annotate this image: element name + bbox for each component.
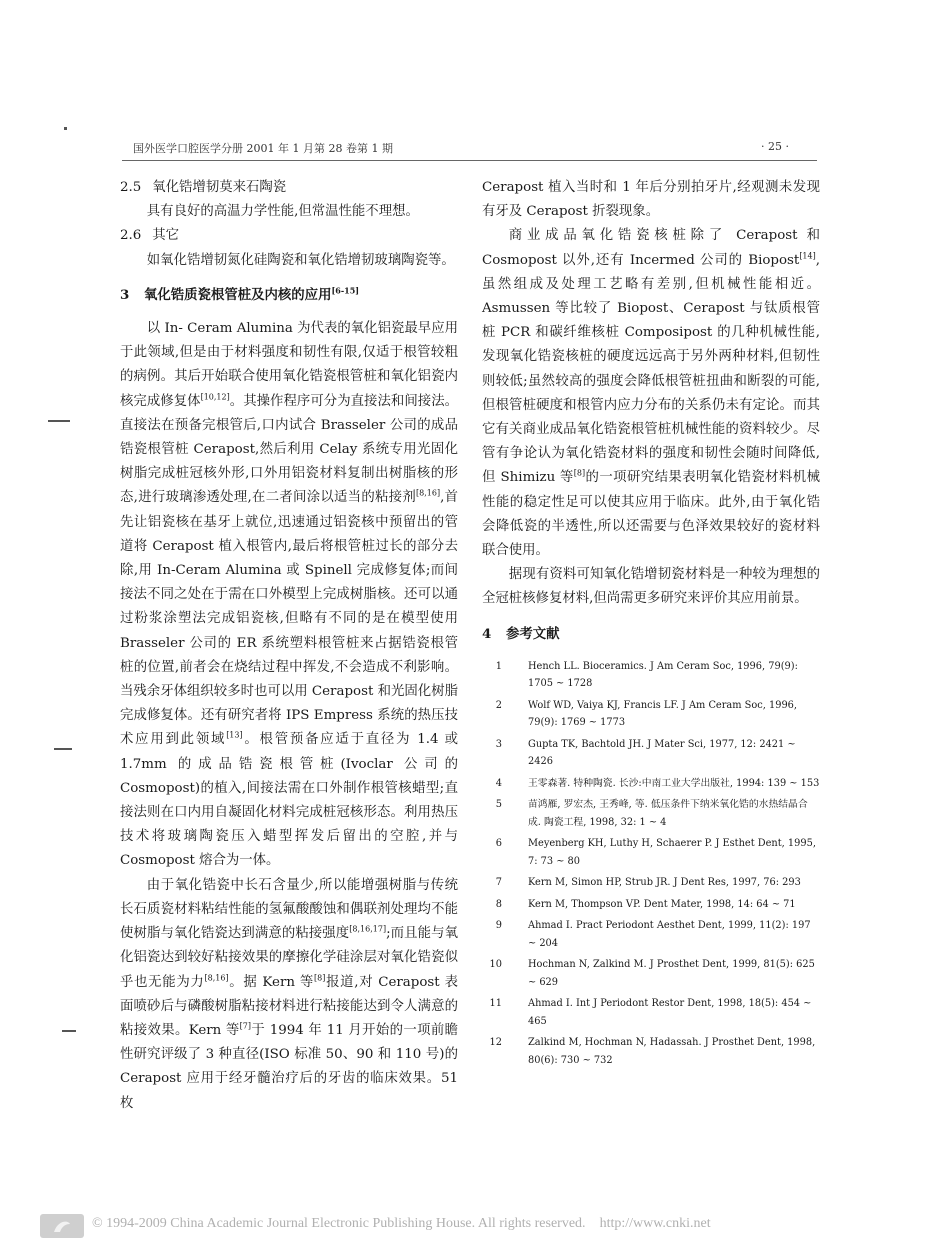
citation: [10,12] [200,392,230,402]
reference-item: 7 Kern M, Simon HP, Strub JR. J Dent Res, 1997, 76: 293 [495,877,801,889]
reference-item: 3 Gupta TK, Bachtold JH. J Mater Sci, 1977, 12: 2421 ~ 2426 [495,738,796,768]
citation: [13] [226,731,243,740]
paragraph: Cerapost 植入当时和 1 年后分别拍牙片,经观测未发现有牙及 Cerapost 折裂现象。 [482,180,820,220]
citation: [8,16] [416,488,441,498]
citation: [14] [799,251,816,261]
footer [40,1212,920,1242]
left-column [120,176,458,1116]
page-number: · 25 · [761,140,789,153]
scan-mark [64,127,67,130]
paragraph: 由于氧化锆瓷中长石含量少,所以能增强树脂与传统长石质瓷材料粘结性能的氢氟酸酸蚀和偶联剂处理均不能使树脂与氧化锆瓷达到满意的粘接强度[8,16,17];而且能与氧化铝瓷达到较好粘接效果的摩擦化学硅涂层对氧化锆瓷似乎也无能为力[8,16]。据 Kern 等[8]报道,对 Cerapost 表面喷砂后与磷酸树脂粘接材料进行粘接能达到令人满意的粘接效果。Kern 等[7]于 1994 年 11 月开始的一项前瞻性研究评级了 3 种直径(ISO 标准 50、90 和 110 号)的 Cerapost 应用于经牙髓治疗后的牙齿的临床效果。51 枚 [120,877,459,1111]
citation: [8,16] [204,973,229,983]
reference-item: 2 Wolf WD, Vaiya KJ, Francis LF. J Am Ceram Soc, 1996, 79(9): 1769 ~ 1773 [495,699,798,729]
publisher-logo-icon [40,1214,84,1238]
footer-text [92,1216,711,1232]
reference-item: 9 Ahmad I. Pract Periodont Aesthet Dent, 1999, 11(2): 197 ~ 204 [495,920,811,949]
citation: [8] [573,468,586,478]
reference-item: 1 Hench LL. Bioceramics. J Am Ceram Soc, 1996, 79(9): 1705 ~ 1728 [495,660,798,690]
reference-list [482,658,820,1070]
paragraph: 如氧化锆增韧氮化硅陶瓷和氧化锆增韧玻璃陶瓷等。 [146,252,455,268]
paragraph: 据现有资料可知氧化锆增韧瓷材料是一种较为理想的全冠桩核修复材料,但尚需更多研究来评价其应用前景。 [482,567,820,607]
scan-mark [62,1030,76,1032]
scan-mark [48,420,70,422]
citation: [8,16,17] [349,924,387,934]
journal-name: 国外医学口腔医学分册 2001 年 1 月第 28 卷第 1 期 [133,142,393,155]
citation: [7] [239,1021,252,1031]
paragraph: 商业成品氧化锆瓷核桩除了 Cerapost 和 Cosmopost 以外,还有 Incermed 公司的 Biopost[14],虽然组成及处理工艺略有差别,但机械性能相近。Asmussen 等比较了 Biopost、Cerapost 与钛质根管桩 PCR 和碳纤维核桩 Composipost 的几种机械性能,发现氧化锆瓷核桩的硬度远远高于另外两种材料,但韧性则较低;虽然较高的强度会降低根管桩扭曲和断裂的可能,但根管桩硬度和根管内应力分布的关系仍未有定论。而其它有关商业成品氧化锆瓷根管桩机械性能的资料较少。尽管有争论认为氧化锆瓷材料的强度和韧性会随时间降低,但 Shimizu 等[8]的一项研究结果表明氧化锆瓷材料机械性能的稳定性足可以使其应用于临床。此外,由于氧化锆会降低瓷的半透性,所以还需要与色泽效果较好的瓷材料联合使用。 [482,228,820,559]
reference-item: 5 苗鸿雁, 罗宏杰, 王秀峰, 等. 低压条件下纳米氧化锆的水热结晶合成. 陶瓷工程, 1998, 32: 1 ~ 4 [495,799,808,828]
reference-item: 10 Hochman N, Zalkind M. J Prosthet Dent, 1999, 81(5): 625 ~ 629 [489,959,815,988]
reference-item: 12 Zalkind M, Hochman N, Hadassah. J Prosthet Dent, 1998, 80(6): 730 ~ 732 [489,1037,816,1066]
footer-url[interactable]: http://www.cnki.net [599,1216,711,1231]
reference-item: 8 Kern M, Thompson VP. Dent Mater, 1998, 14: 64 ~ 71 [495,898,796,910]
section-heading-4: 4 参考文献 [482,625,560,642]
subsection-heading-2-5: 2.5 氧化锆增韧莫来石陶瓷 [120,180,287,195]
paragraph: 具有良好的高温力学性能,但常温性能不理想。 [146,204,419,220]
citation: [8] [314,973,326,983]
header-rule [122,160,817,161]
reference-item: 11 Ahmad I. Int J Periodont Restor Dent, 1998, 18(5): 454 ~ 465 [489,998,812,1027]
citation: [6-15] [331,285,360,296]
subsection-heading-2-6: 2.6 其它 [120,228,180,244]
copyright-text: © 1994-2009 China Academic Journal Electronic Publishing House. All rights reserved. [92,1216,586,1231]
reference-item: 6 Meyenberg KH, Luthy H, Schaerer P. J Esthet Dent, 1995, 7: 73 ~ 80 [495,838,816,867]
paragraph: 以 In- Ceram Alumina 为代表的氧化铝瓷最早应用于此领域,但是由于材料强度和韧性有限,仅适于根管较粗的病例。其后开始联合使用氧化锆瓷根管桩和氧化铝瓷内核完成修复体[10,12]。其操作程序可分为直接法和间接法。直接法在预备完根管后,口内试合 Brasseler 公司的成品锆瓷根管桩 Cerapost,然后利用 Celay 系统专用光固化树脂完成桩冠核外形,口外用铝瓷材料复制出树脂核的形态,进行玻璃渗透处理,在二者间涂以适当的粘接剂[8,16],首先让铝瓷核在基牙上就位,迅速通过铝瓷核中预留出的管道将 Cerapost 植入根管内,最后将根管桩过长的部分去除,用 In-Ceram Alumina 或 Spinell 完成修复体;而间接法不同之处在于需在口外模型上完成树脂核。还可以通过粉浆涂塑法完成铝瓷核,但略有不同的是在模型使用 Brasseler 公司的 ER 系统塑料根管桩来占据锆瓷根管桩的位置,前者会在烧结过程中挥发,不会造成不利影响。当残余牙体组织较多时也可以用 Cerapost 和光固化树脂完成修复体。还有研究者将 IPS Empress 系统的热压技术应用到此领域[13]。根管预备应适于直径为 1.4 或 1.7mm 的成品锆瓷根管桩(Ivoclar 公司的 Cosmopost)的植入,间接法需在口外制作根管核蜡型;直接法则在口内用自凝固化材料完成桩冠核形态。利用热压技术将玻璃陶瓷压入蜡型挥发后留出的空腔,并与 Cosmopost 熔合为一体。 [120,321,459,869]
scan-mark [54,748,72,750]
section-heading-3: 3 氧化锆质瓷根管桩及内核的应用[6-15] [120,285,360,303]
reference-item: 4 王零森著. 特种陶瓷. 长沙:中南工业大学出版社, 1994: 139 ~ 153 [495,777,820,789]
right-column [482,176,820,1073]
